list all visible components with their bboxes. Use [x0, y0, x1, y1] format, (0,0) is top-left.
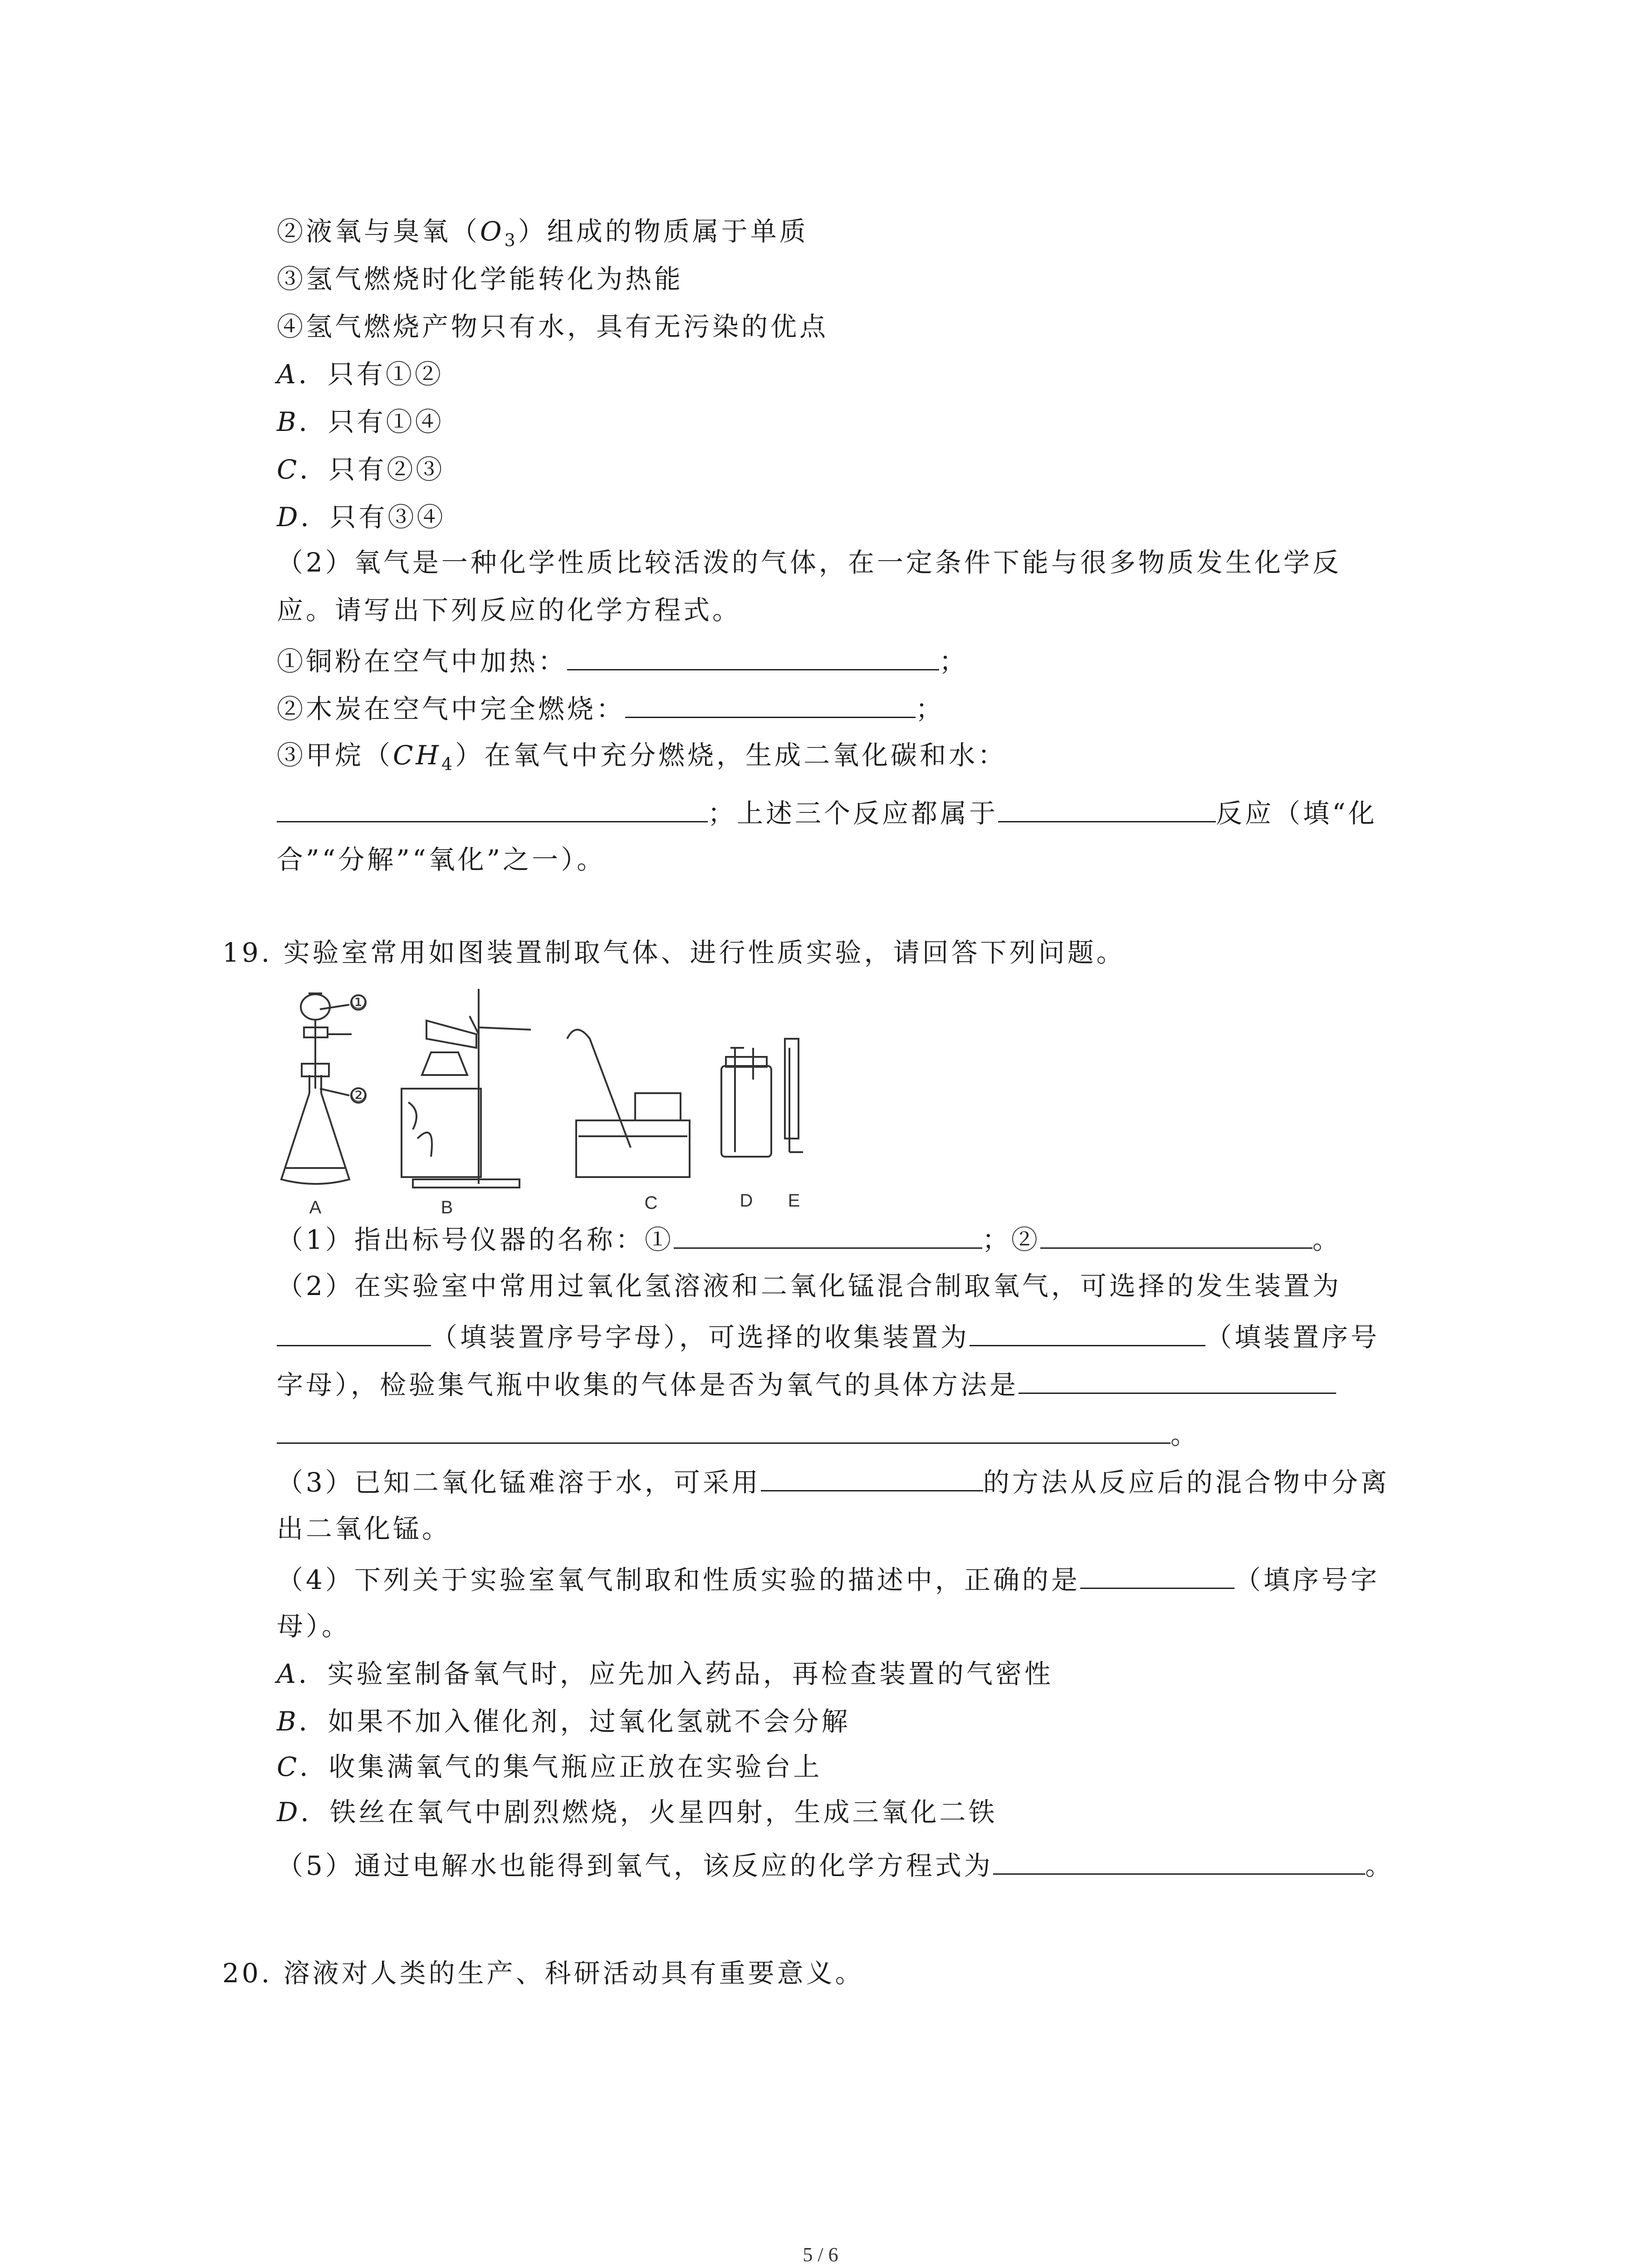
- figure-label-c: C: [644, 1193, 658, 1213]
- q19-part3-line2: 出二氧化锰。: [277, 1513, 451, 1544]
- answer-blank-electrolysis[interactable]: [993, 1846, 1365, 1875]
- q19-part3: （3）已知二氧化锰难溶于水，可采用 的方法从反应后的混合物中分离: [277, 1463, 1390, 1501]
- q18-option-a[interactable]: A．只有①②: [277, 359, 444, 390]
- figure-label-d: D: [740, 1191, 753, 1211]
- figure-label-b: B: [441, 1198, 453, 1217]
- lab-apparatus-figure: [277, 984, 803, 1220]
- q18-reaction-3: ③甲烷$(CH_4)$在氧气中充分燃烧，生成二氧化碳和水：: [277, 740, 1007, 774]
- figure-label-a: A: [309, 1198, 322, 1217]
- apparatus-c: [567, 1030, 690, 1177]
- marker-1-label: ①: [350, 992, 367, 1012]
- q18-option-b[interactable]: B．只有①④: [277, 406, 444, 437]
- answer-blank-generator[interactable]: [277, 1318, 431, 1346]
- apparatus-b: [402, 989, 531, 1188]
- answer-blank-instrument-1[interactable]: [674, 1220, 982, 1249]
- apparatus-e: [785, 1039, 803, 1152]
- q18-reaction-1: ①铜粉在空气中加热： ；: [277, 642, 968, 679]
- answer-blank-reaction-type[interactable]: [998, 794, 1216, 822]
- answer-blank-r2[interactable]: [625, 689, 916, 718]
- q19-part5: （5）通过电解水也能得到氧气，该反应的化学方程式为 。: [277, 1846, 1394, 1884]
- page-number: 5 / 6: [803, 2244, 838, 2266]
- q19-part2-line2: （填装置序号字母），可选择的收集装置为 （填装置序号: [277, 1318, 1380, 1355]
- q18-option-c[interactable]: C．只有②③: [277, 454, 445, 485]
- q19-option-d[interactable]: D．铁丝在氧气中剧烈燃烧，火星四射，生成三氧化二铁: [277, 1797, 998, 1828]
- q18-reaction-2: ②木炭在空气中完全燃烧： ；: [277, 689, 945, 727]
- answer-blank-collector[interactable]: [970, 1318, 1205, 1346]
- answer-blank-correct-option[interactable]: [1080, 1560, 1234, 1589]
- q19-part2-line4: 。: [277, 1415, 1200, 1453]
- q19-option-b[interactable]: B．如果不加入催化剂，过氧化氢就不会分解: [277, 1706, 851, 1737]
- apparatus-d: [721, 1048, 771, 1157]
- q19-stem: 19. 实验室常用如图装置制取气体、进行性质实验，请回答下列问题。: [222, 937, 1126, 968]
- figure-label-e: E: [788, 1191, 800, 1211]
- q18-item-4: ④氢气燃烧产物只有水，具有无污染的优点: [277, 311, 829, 342]
- q18-reaction-3-line2: ；上述三个反应都属于 反应（填“化: [277, 794, 1377, 831]
- q18-item-2: ②液氧与臭氧$(O_3)$组成的物质属于单质: [277, 216, 808, 250]
- q19-part1: （1）指出标号仪器的名称：① ；② 。: [277, 1220, 1342, 1258]
- q19-part4: （4）下列关于实验室氧气制取和性质实验的描述中，正确的是 （填序号字: [277, 1560, 1380, 1598]
- answer-blank-r1[interactable]: [567, 642, 939, 670]
- q19-option-a[interactable]: A．实验室制备氧气时，应先加入药品，再检查装置的气密性: [277, 1658, 1053, 1689]
- answer-blank-separation[interactable]: [761, 1463, 983, 1491]
- q19-option-c[interactable]: C．收集满氧气的集气瓶应正放在实验台上: [277, 1751, 823, 1782]
- answer-blank-r3[interactable]: [277, 794, 708, 822]
- q19-part4-line2: 母）。: [277, 1611, 351, 1642]
- marker-2-label: ②: [350, 1085, 367, 1105]
- q18-part2-text: （2）氧气是一种化学性质比较活泼的气体，在一定条件下能与很多物质发生化学反: [277, 547, 1342, 578]
- q18-item-3: ③氢气燃烧时化学能转化为热能: [277, 264, 684, 294]
- answer-blank-instrument-2[interactable]: [1040, 1220, 1313, 1249]
- apparatus-a: [281, 993, 352, 1184]
- q19-part2: （2）在实验室中常用过氧化氢溶液和二氧化锰混合制取氧气，可选择的发生装置为: [277, 1271, 1342, 1301]
- q20-stem: 20. 溶液对人类的生产、科研活动具有重要意义。: [222, 1958, 864, 1989]
- answer-blank-test-method[interactable]: [1019, 1365, 1336, 1394]
- q18-option-d[interactable]: D．只有③④: [277, 502, 446, 533]
- q18-part2-text-2: 应。请写出下列反应的化学方程式。: [277, 595, 742, 626]
- answer-blank-test-method-cont[interactable]: [277, 1415, 1171, 1444]
- q19-part2-line3: 字母），检验集气瓶中收集的气体是否为氧气的具体方法是: [277, 1365, 1336, 1403]
- q18-reaction-3-line3: 合”“分解”“氧化”之一）。: [277, 844, 606, 875]
